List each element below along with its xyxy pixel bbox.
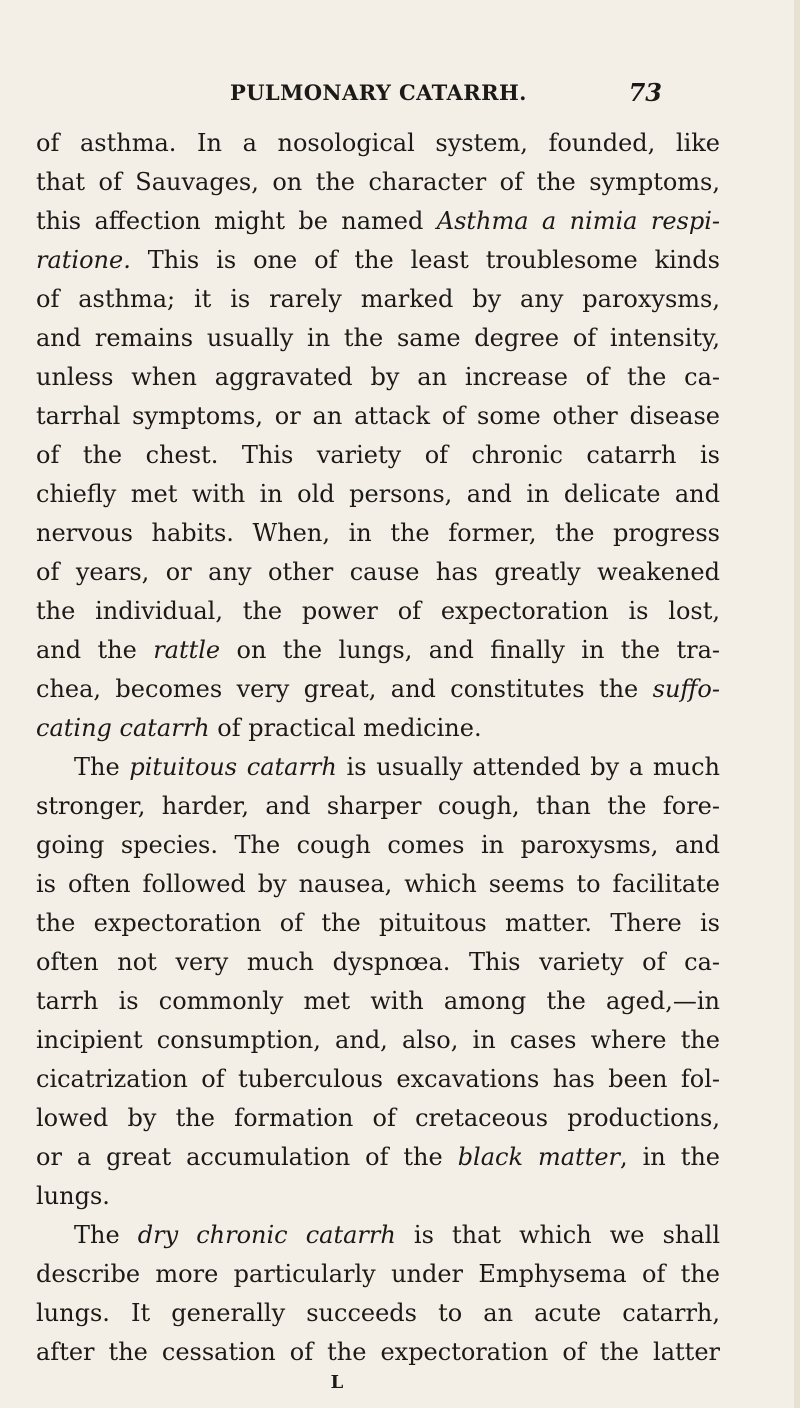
text-line: the expectoration of the pituitous matter. There is <box>36 909 720 937</box>
text-line: chiefly met with in old persons, and in delicate and <box>36 480 720 508</box>
text-line: nervous habits. When, in the former, the progress <box>36 519 720 547</box>
text-line: lungs. <box>36 1182 110 1210</box>
text-line: tarrhal symptoms, or an attack of some other disease <box>36 402 720 430</box>
text-line: and the rattle on the lungs, and finally in the tra- <box>36 636 720 664</box>
text-line: the individual, the power of expectoration is lost, <box>36 597 720 625</box>
text-line: lungs. It generally succeeds to an acute catarrh, <box>36 1299 720 1327</box>
body-text <box>36 124 720 1372</box>
text-line: this affection might be named Asthma a nimia respi- <box>36 207 720 235</box>
text-line: cating catarrh of practical medicine. <box>36 714 482 742</box>
text-line: and remains usually in the same degree of intensity, <box>36 324 720 352</box>
text-line: lowed by the formation of cretaceous productions, <box>36 1104 720 1132</box>
text-line: unless when aggravated by an increase of the ca- <box>36 363 720 391</box>
text-line: ratione. This is one of the least troublesome kinds <box>36 246 720 274</box>
text-line: of years, or any other cause has greatly weakened <box>36 558 720 586</box>
running-title: PULMONARY CATARRH. <box>230 80 527 105</box>
text-line: often not very much dyspnœa. This variety of ca- <box>36 948 720 976</box>
text-line: of asthma; it is rarely marked by any paroxysms, <box>36 285 720 313</box>
text-line: describe more particularly under Emphysema of the <box>36 1260 720 1288</box>
text-line: chea, becomes very great, and constitutes the suffo- <box>36 675 720 703</box>
signature-mark: L <box>330 1372 344 1393</box>
text-line: tarrh is commonly met with among the aged,—in <box>36 987 720 1015</box>
text-line: The pituitous catarrh is usually attended by a much <box>74 753 721 781</box>
text-line: cicatrization of tuberculous excavations has been fol- <box>36 1065 720 1093</box>
text-line: is often followed by nausea, which seems to facilitate <box>36 870 720 898</box>
text-line: incipient consumption, and, also, in cases where the <box>36 1026 720 1054</box>
text-line: stronger, harder, and sharper cough, than the fore- <box>36 792 720 820</box>
text-line: after the cessation of the expectoration of the latter <box>36 1338 720 1366</box>
text-line: or a great accumulation of the black matter, in the <box>36 1143 720 1171</box>
text-line: of the chest. This variety of chronic catarrh is <box>36 441 720 469</box>
text-line: going species. The cough comes in paroxysms, and <box>36 831 720 859</box>
page-number: 73 <box>628 78 662 107</box>
page-header <box>0 80 800 108</box>
page-edge <box>794 0 800 1408</box>
text-line: that of Sauvages, on the character of the symptoms, <box>36 168 720 196</box>
text-line: of asthma. In a nosological system, founded, like <box>36 129 720 157</box>
text-line: The dry chronic catarrh is that which we shall <box>74 1221 721 1249</box>
